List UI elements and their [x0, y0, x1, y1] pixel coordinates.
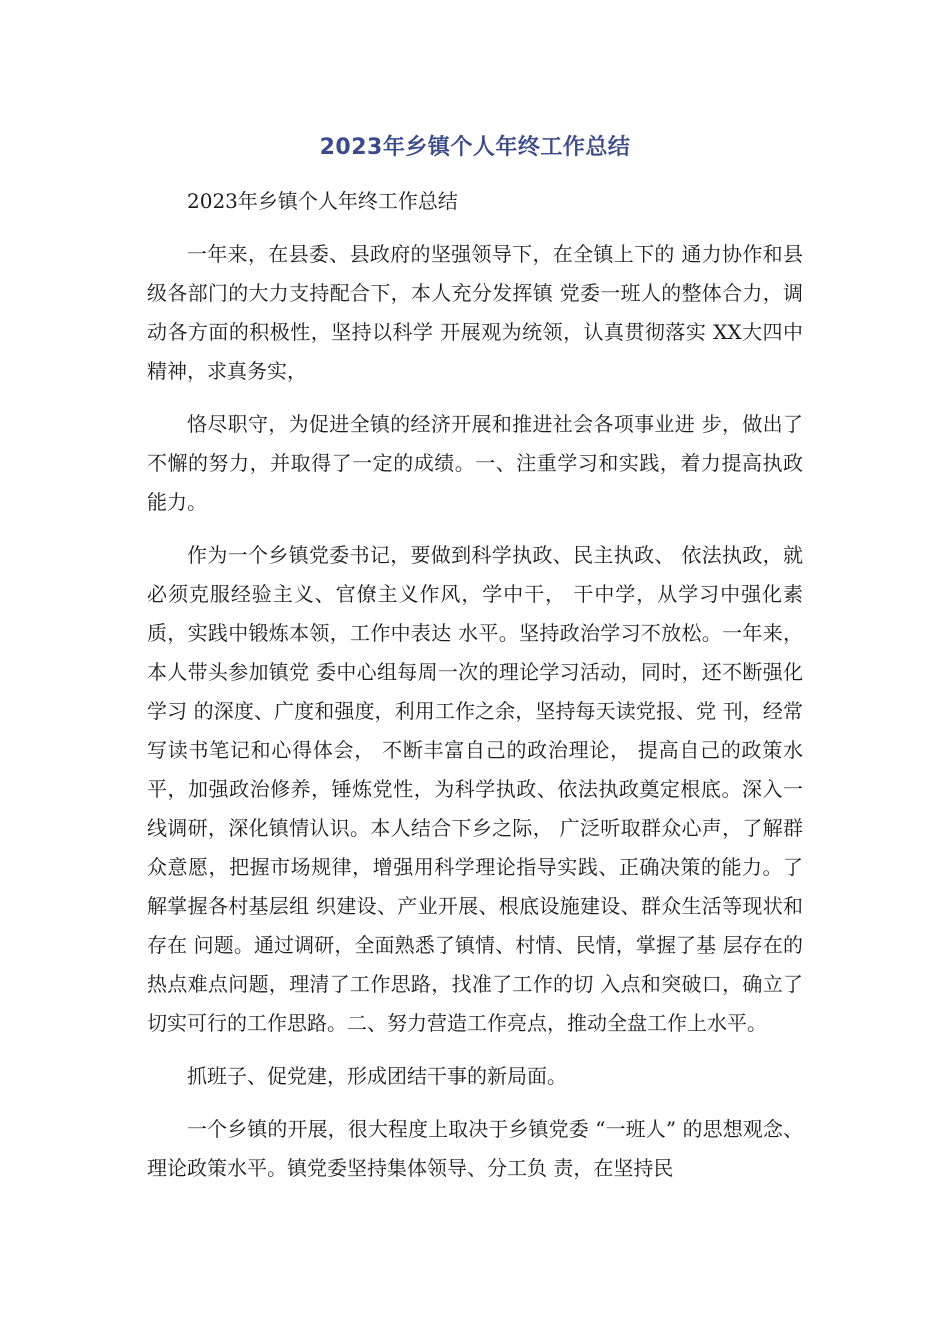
paragraph-subtitle: 2023年乡镇个人年终工作总结: [187, 189, 458, 213]
document-title: 2023年乡镇个人年终工作总结: [319, 135, 631, 160]
paragraph: 一年来，在县委、县政府的坚强领导下，在全镇上下的 通力协作和县级各部门的大力支持配合下，本人充分发挥镇 党委一班人的整体合力，调动各方面的积极性，坚持以科学 开展观为统领，认真贯彻落实 XX大四中精神，求真务实，: [147, 242, 803, 383]
document-body: [147, 182, 803, 1202]
paragraph: 作为一个乡镇党委书记，要做到科学执政、民主执政、 依法执政，就必须克服经验主义、官僚主义作风，学中干， 干中学，从学习中强化素质，实践中锻炼本领，工作中表达 水平。坚持政治学习不放松。一年来，本人带头参加镇党 委中心组每周一次的理论学习活动，同时，还不断强化学习 的深度、广度和强度，利用工作之余，坚持每天读党报、党 刊，经常写读书笔记和心得体会， 不断丰富自己的政治理论， 提高自己的政策水平，加强政治修养，锤炼党性，为科学执政、依法执政奠定根底。深入一线调研，深化镇情认识。本人结合下乡之际， 广泛听取群众心声，了解群众意愿，把握市场规律，增强用科学理论指导实践、正确决策的能力。了解掌握各村基层组 织建设、产业开展、根底设施建设、群众生活等现状和存在 问题。通过调研，全面熟悉了镇情、村情、民情，掌握了基 层存在的热点难点问题，理清了工作思路，找准了工作的切 入点和突破口，确立了切实可行的工作思路。二、努力营造工作亮点，推动全盘工作上水平。: [147, 543, 803, 1035]
paragraph: 一个乡镇的开展，很大程度上取决于乡镇党委 “一班人” 的思想观念、理论政策水平。镇党委坚持集体领导、分工负 责，在坚持民: [147, 1117, 803, 1180]
paragraph: 恪尽职守，为促进全镇的经济开展和推进社会各项事业进 步，做出了不懈的努力，并取得了一定的成绩。一、注重学习和实践，着力提高执政能力。: [147, 412, 803, 514]
paragraph: 抓班子、促党建，形成团结干事的新局面。: [187, 1064, 567, 1088]
